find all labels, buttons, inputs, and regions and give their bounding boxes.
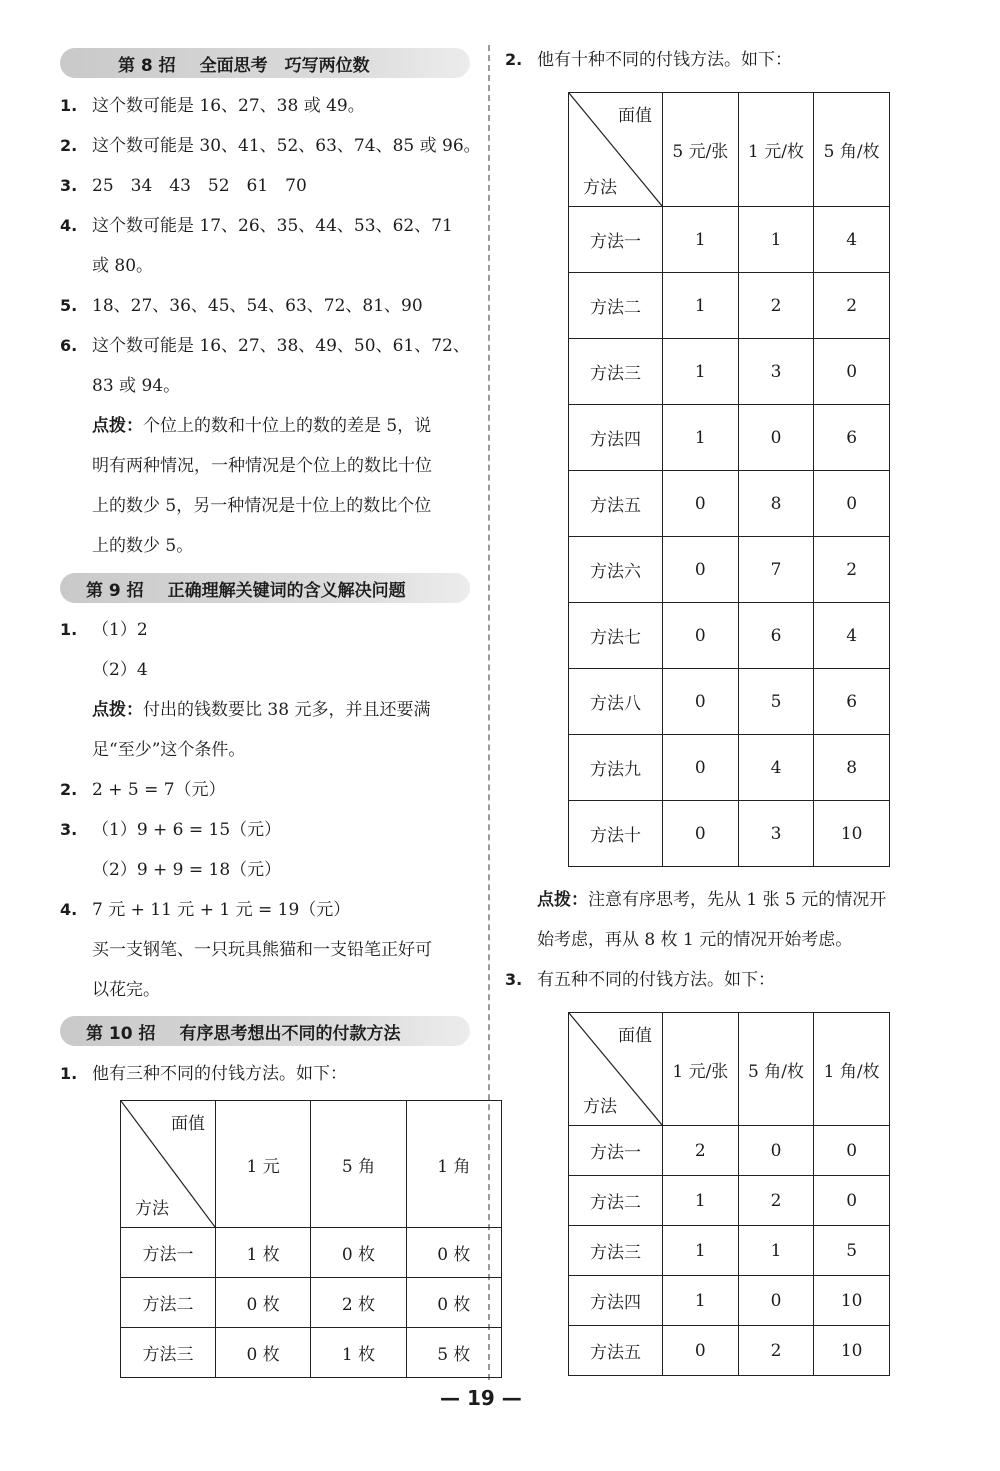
tip-2-line-2: 始考虑，再从 8 枚 1 元的情况开始考虑。 [537,930,853,950]
answer-9-4b: 买一支钢笔、一只玩具熊猫和一支铅笔正好可 [92,940,432,960]
tip-2-line-1: 点拨：注意有序思考，先从 1 张 5 元的情况开 [537,890,887,910]
section-10-banner [60,1016,470,1046]
table-row: 方法三 0 枚 1 枚 5 枚 [121,1328,502,1378]
table-3 [568,1012,890,1376]
table-row: 方法一 1 1 4 [569,207,890,273]
section-9-title: 正确理解关键词的含义解决问题 [167,580,406,601]
answer-9-3a: 3. （1）9 + 6 = 15（元） [60,820,282,840]
section-9-number: 第 9 招 [86,580,144,601]
answer-9-4a: 4. 7 元 + 11 元 + 1 元 = 19（元） [60,900,351,920]
table-row: 方法六 0 7 2 [569,537,890,603]
table-row: 方法五 0 2 10 [569,1326,890,1376]
col-header: 5 角/枚 [814,93,890,207]
answer-8-1: 1. 这个数可能是 16、27、38 或 49。 [60,96,365,116]
table-row: 方法一 2 0 0 [569,1126,890,1176]
answer-8-6: 6. 这个数可能是 16、27、38、49、50、61、72、 [60,336,470,356]
section-9-banner [60,573,470,603]
tip-9-line-1: 点拨：付出的钱数要比 38 元多，并且还要满 [92,700,431,720]
col-header: 1 角 [406,1101,501,1228]
tip-9-line-2: 足“至少”这个条件。 [92,740,246,760]
answer-9-3b: （2）9 + 9 = 18（元） [92,860,282,880]
answer-8-3: 3. 25 34 43 52 61 70 [60,176,307,196]
table-row: 方法五 0 8 0 [569,471,890,537]
answer-2: 2. 他有十种不同的付钱方法。如下： [505,50,792,70]
answer-9-1b: （2）4 [92,660,148,680]
tip-8-line-2: 明有两种情况，一种情况是个位上的数比十位 [92,456,432,476]
page-number: — 19 — [440,1386,522,1410]
answer-8-6-cont: 83 或 94。 [92,376,181,396]
tip-8-line-1: 点拨：个位上的数和十位上的数的差是 5，说 [92,416,432,436]
col-header: 1 角/枚 [814,1013,890,1126]
table-2 [568,92,890,867]
col-header: 1 元/枚 [738,93,814,207]
col-header: 1 元 [216,1101,311,1228]
table-header-corner: 面值 方法 [569,93,663,207]
section-8-number: 第 8 招 [118,55,176,76]
col-header: 5 角 [311,1101,406,1228]
table-row: 方法十 0 3 10 [569,801,890,867]
table-header-corner: 面值 方法 [569,1013,663,1126]
table-row: 方法九 0 4 8 [569,735,890,801]
table-header-corner: 面值 方法 [121,1101,216,1228]
answer-10-1: 1. 他有三种不同的付钱方法。如下： [60,1064,347,1084]
table-row: 方法二 1 2 0 [569,1176,890,1226]
table-row: 方法三 1 3 0 [569,339,890,405]
table-10-1 [120,1100,502,1378]
answer-8-4-cont: 或 80。 [92,256,154,276]
section-10-title: 有序思考想出不同的付款方法 [179,1023,401,1044]
answer-9-2: 2. 2 + 5 = 7（元） [60,780,226,800]
answer-9-1a: 1. （1）2 [60,620,148,640]
answer-8-2: 2. 这个数可能是 30、41、52、63、74、85 或 96。 [60,136,481,156]
table-row: 方法四 1 0 6 [569,405,890,471]
answer-3: 3. 有五种不同的付钱方法。如下： [505,970,775,990]
table-row: 方法四 1 0 10 [569,1276,890,1326]
col-header: 1 元/张 [663,1013,739,1126]
answer-8-5: 5. 18、27、36、45、54、63、72、81、90 [60,296,423,316]
table-row: 方法一 1 枚 0 枚 0 枚 [121,1228,502,1278]
section-10-number: 第 10 招 [86,1023,156,1044]
table-row: 方法三 1 1 5 [569,1226,890,1276]
col-header: 5 元/张 [663,93,739,207]
tip-8-line-4: 上的数少 5。 [92,536,194,556]
col-header: 5 角/枚 [738,1013,814,1126]
answer-8-4: 4. 这个数可能是 17、26、35、44、53、62、71 [60,216,453,236]
tip-8-line-3: 上的数少 5，另一种情况是十位上的数比个位 [92,496,432,516]
table-row: 方法二 0 枚 2 枚 0 枚 [121,1278,502,1328]
table-row: 方法二 1 2 2 [569,273,890,339]
table-row: 方法八 0 5 6 [569,669,890,735]
section-8-banner [60,48,470,78]
table-row: 方法七 0 6 4 [569,603,890,669]
section-8-title: 全面思考 巧写两位数 [199,55,370,76]
answer-9-4c: 以花完。 [92,980,160,1000]
